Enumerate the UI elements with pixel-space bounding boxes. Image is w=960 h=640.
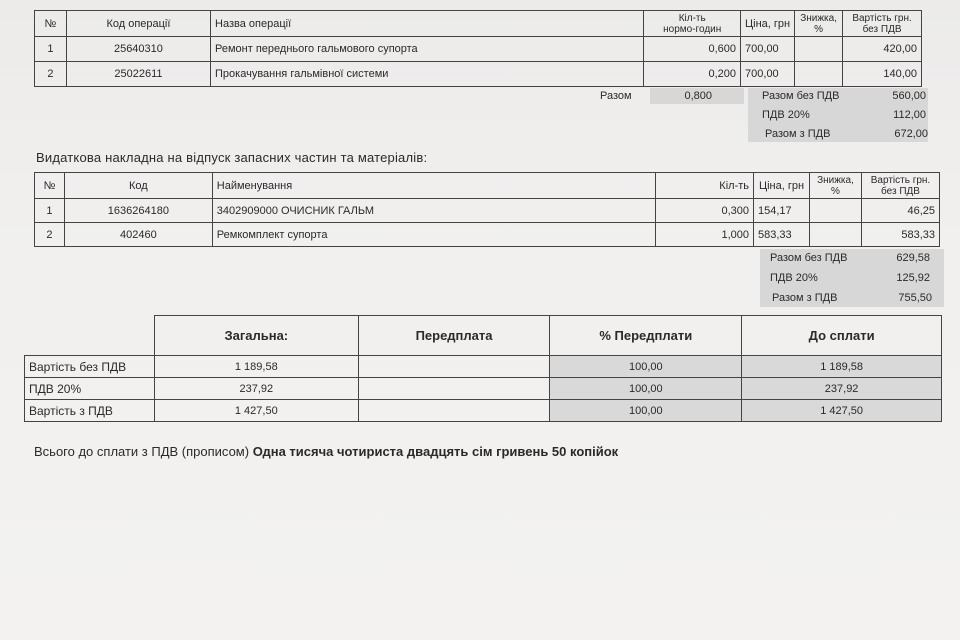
summary-prepay-header: Передплата [358,316,550,356]
operations-subtotal-value: 560,00 [892,90,926,102]
operations-subtotal-label: Разом без ПДВ [762,90,840,102]
summary-row-prepay-pct: 100,00 [550,378,742,400]
amount-in-words-label: Всього до сплати з ПДВ (прописом) [34,444,250,459]
row-name: Прокачування гальмівної системи [211,62,644,87]
row-qty: 1,000 [656,223,754,247]
summary-row-total: 1 427,50 [154,400,358,422]
summary-row-label: Вартість без ПДВ [25,356,155,378]
col-discount-header: Знижка, % [809,173,861,199]
summary-to-pay-header: До сплати [742,316,942,356]
summary-row-to-pay: 237,92 [742,378,942,400]
row-cost: 420,00 [843,37,922,62]
row-name: Ремонт переднього гальмового супорта [211,37,644,62]
summary-total-header: Загальна: [154,316,358,356]
row-num: 2 [35,223,65,247]
row-qty: 0,300 [656,199,754,223]
summary-row-to-pay: 1 427,50 [742,400,942,422]
row-name: Ремкомплект супорта [212,223,655,247]
summary-header-row [25,316,942,356]
col-price-header: Ціна, грн [741,11,795,37]
row-qty: 0,200 [644,62,741,87]
row-discount [809,223,861,247]
amount-in-words [34,444,618,459]
parts-total-vat-value: 755,50 [898,292,932,304]
table-row [35,37,922,62]
operations-total-qty: 0,800 [684,90,712,102]
operations-header-row [35,11,922,37]
table-row [25,400,942,422]
parts-subtotal-label: Разом без ПДВ [770,252,848,264]
parts-total-vat-label: Разом з ПДВ [772,292,838,304]
row-num: 2 [35,62,67,87]
row-qty: 0,600 [644,37,741,62]
summary-table [24,315,942,422]
amount-in-words-value: Одна тисяча чотириста двадцять сім гривень 50 копійок [252,444,619,459]
parts-table [34,172,940,247]
row-code: 402460 [64,223,212,247]
operations-total-vat-label: Разом з ПДВ [765,128,831,140]
summary-row-label: ПДВ 20% [25,378,155,400]
col-num-header: № [35,173,65,199]
row-cost: 583,33 [861,223,939,247]
table-row [25,378,942,400]
row-code: 1636264180 [64,199,212,223]
row-discount [795,37,843,62]
summary-row-prepay-pct: 100,00 [550,356,742,378]
operations-total-label: Разом [600,90,632,102]
parts-header-row [35,173,940,199]
row-discount [809,199,861,223]
row-code: 25640310 [66,37,210,62]
col-cost-header: Вартість грн. без ПДВ [843,11,922,37]
row-code: 25022611 [66,62,210,87]
summary-prepay-pct-header: % Передплати [550,316,742,356]
row-discount [795,62,843,87]
summary-row-prepay [358,356,550,378]
row-cost: 140,00 [843,62,922,87]
col-name-header: Найменування [212,173,655,199]
row-num: 1 [35,37,67,62]
parts-vat-label: ПДВ 20% [770,272,818,284]
summary-row-to-pay: 1 189,58 [742,356,942,378]
row-name: 3402909000 ОЧИСНИК ГАЛЬМ [212,199,655,223]
col-qty-header: Кіл-ть нормо-годин [644,11,741,37]
row-price: 700,00 [741,62,795,87]
summary-row-prepay [358,400,550,422]
summary-corner [25,316,155,356]
operations-total-vat-value: 672,00 [894,128,928,140]
col-price-header: Ціна, грн [754,173,810,199]
table-row [25,356,942,378]
col-name-header: Назва операції [211,11,644,37]
col-num-header: № [35,11,67,37]
summary-row-label: Вартість з ПДВ [25,400,155,422]
parts-subtotal-value: 629,58 [896,252,930,264]
row-price: 583,33 [754,223,810,247]
row-num: 1 [35,199,65,223]
parts-vat-value: 125,92 [896,272,930,284]
col-qty-header: Кіл-ть [656,173,754,199]
summary-row-total: 237,92 [154,378,358,400]
parts-heading: Видаткова накладна на відпуск запасних частин та матеріалів: [36,150,428,165]
col-code-header: Код операції [66,11,210,37]
operations-vat-value: 112,00 [893,109,926,121]
col-code-header: Код [64,173,212,199]
row-cost: 46,25 [861,199,939,223]
col-discount-header: Знижка, % [795,11,843,37]
summary-row-prepay [358,378,550,400]
table-row [35,62,922,87]
summary-row-prepay-pct: 100,00 [550,400,742,422]
table-row [35,199,940,223]
operations-vat-label: ПДВ 20% [762,109,810,121]
operations-table [34,10,922,87]
row-price: 700,00 [741,37,795,62]
col-cost-header: Вартість грн. без ПДВ [861,173,939,199]
summary-row-total: 1 189,58 [154,356,358,378]
table-row [35,223,940,247]
row-price: 154,17 [754,199,810,223]
